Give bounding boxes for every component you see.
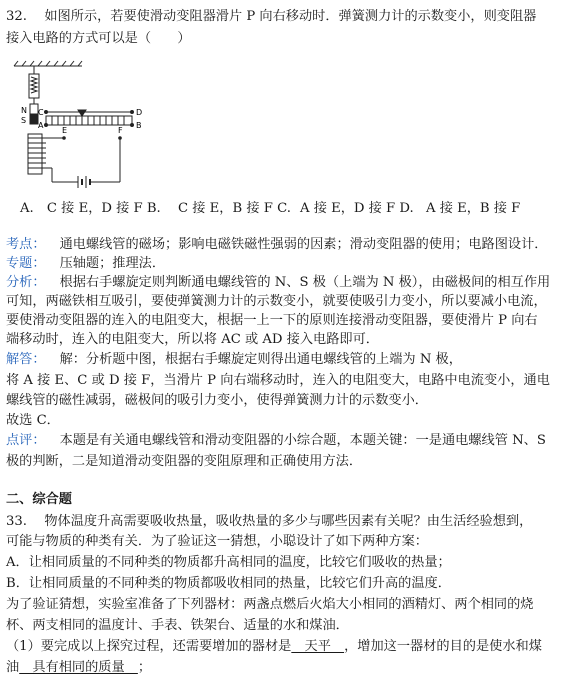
kaodian <box>6 236 572 254</box>
label-E: E <box>62 126 68 135</box>
fenxi-line4: 端移动时，连入的电阻变大，所以将 AC 或 AD 接入电路即可． <box>6 332 379 347</box>
answer-blank-1: 天平 <box>291 639 345 654</box>
zhuanti-label: 专题： <box>6 256 46 271</box>
label-F: F <box>118 126 123 135</box>
solenoid <box>28 134 64 182</box>
fenxi-text-1: 根据右手螺旋定则判断通电螺线管的 N、S 极（上端为 N 极），由磁极间的相互作用 <box>59 275 551 290</box>
q33-sub1-line1 <box>6 638 572 656</box>
q33-line4: B．让相同质量的不同种类的物质都吸收相同的热量，比较它们升高的温度． <box>6 576 451 591</box>
q32-stem-line1: 32. 如图所示，若要使滑动变阻器滑片 P 向右移动时．弹簧测力计的示数变小，则变阻器 <box>6 9 537 24</box>
dianping-label: 点评： <box>6 433 46 448</box>
label-N: N <box>21 106 27 115</box>
zhuanti <box>6 255 572 273</box>
q33-sub1-line2 <box>6 659 572 677</box>
dianping-line2: 极的判断，二是知道滑动变阻器的变阻原理和正确使用方法． <box>6 454 363 469</box>
q33-sub1-middle: ，增加这一器材的目的是使水和煤 <box>344 639 542 654</box>
jieda-line3: 螺线管的磁性减弱，磁极间的吸引力变小，使得弹簧测力计的示数变小． <box>6 393 428 408</box>
circuit-figure <box>12 60 162 190</box>
option-d: A 接 E，B 接 F <box>426 201 521 216</box>
label-C: C <box>38 108 44 117</box>
q33-line3: A．让相同质量的不同种类的物质都升高相同的温度，比较它们吸收的热量； <box>6 555 451 570</box>
terminal-E <box>62 136 66 140</box>
fenxi-line1 <box>6 274 572 292</box>
answer-blank-2: 具有相同的质量 <box>19 660 138 675</box>
fenxi-line2: 可知，两磁铁相互吸引，要使弹簧测力计的示数变小，就要使吸引力变小，所以要减小电流， <box>6 294 547 309</box>
option-a: A. C 接 E，D 接 F B. <box>20 201 161 216</box>
label-A: A <box>38 121 44 130</box>
bar-magnet <box>30 104 38 124</box>
support-bar <box>14 61 82 66</box>
dianping-text-1: 本题是有关通电螺线管和滑动变阻器的小综合题，本题关键：一是通电螺线管 N、S <box>59 433 546 448</box>
q33-line1: 33. 物体温度升高需要吸收热量，吸收热量的多少与哪些因素有关呢？由生活经验想到， <box>6 514 533 529</box>
battery <box>52 138 120 188</box>
q33-line6: 杯、两支相同的温度计、手表、铁架台、适量的水和煤油． <box>6 618 349 633</box>
q33-sub1-prefix: （1）要完成以上探究过程，还需要增加的器材是 <box>6 639 292 654</box>
label-S: S <box>21 116 27 125</box>
kaodian-label: 考点： <box>6 237 46 252</box>
kaodian-text: 通电螺线管的磁场；影响电磁铁磁性强弱的因素；滑动变阻器的使用；电路图设计． <box>59 237 548 252</box>
q33-line2: 可能与物质的种类有关．为了验证这一猜想，小聪设计了如下两种方案： <box>6 534 428 549</box>
q33-line5: 为了验证猜想，实验室准备了下列器材：两盏点燃后火焰大小相同的酒精灯、两个相同的烧 <box>6 597 534 612</box>
jieda-line1 <box>6 351 572 369</box>
fenxi-line3: 要使滑动变阻器的连入的电阻变大，根据一上一下的原则连接滑动变阻器，要使滑片 P 向右 <box>6 313 538 328</box>
jieda-label: 解答： <box>6 352 46 367</box>
rheostat <box>45 110 134 127</box>
spring-scale <box>29 66 39 104</box>
section-heading: 二、综合题 <box>6 492 72 507</box>
q33-sub1-end: ； <box>137 660 152 675</box>
option-c: A 接 E，D 接 F D. <box>300 201 414 216</box>
q32-stem-line2: 接入电路的方式可以是（ ） <box>6 31 191 46</box>
jieda-line2: 将 A 接 E、C 或 D 接 F，当滑片 P 向右端移动时，连入的电阻变大，电路中电流变小，通电 <box>6 373 550 388</box>
dianping-line1 <box>6 432 572 450</box>
option-b: C 接 E，B 接 F C. <box>178 201 291 216</box>
q33-sub1-line2-prefix: 油 <box>6 660 20 675</box>
fenxi-label: 分析： <box>6 275 46 290</box>
zhuanti-text: 压轴题；推理法． <box>59 256 166 271</box>
label-B: B <box>136 121 142 130</box>
jieda-text-1: 解：分析题中图，根据右手螺旋定则得出通电螺线管的上端为 N 极， <box>59 352 462 367</box>
label-D: D <box>136 108 143 117</box>
jieda-line4: 故选 C． <box>6 413 60 428</box>
